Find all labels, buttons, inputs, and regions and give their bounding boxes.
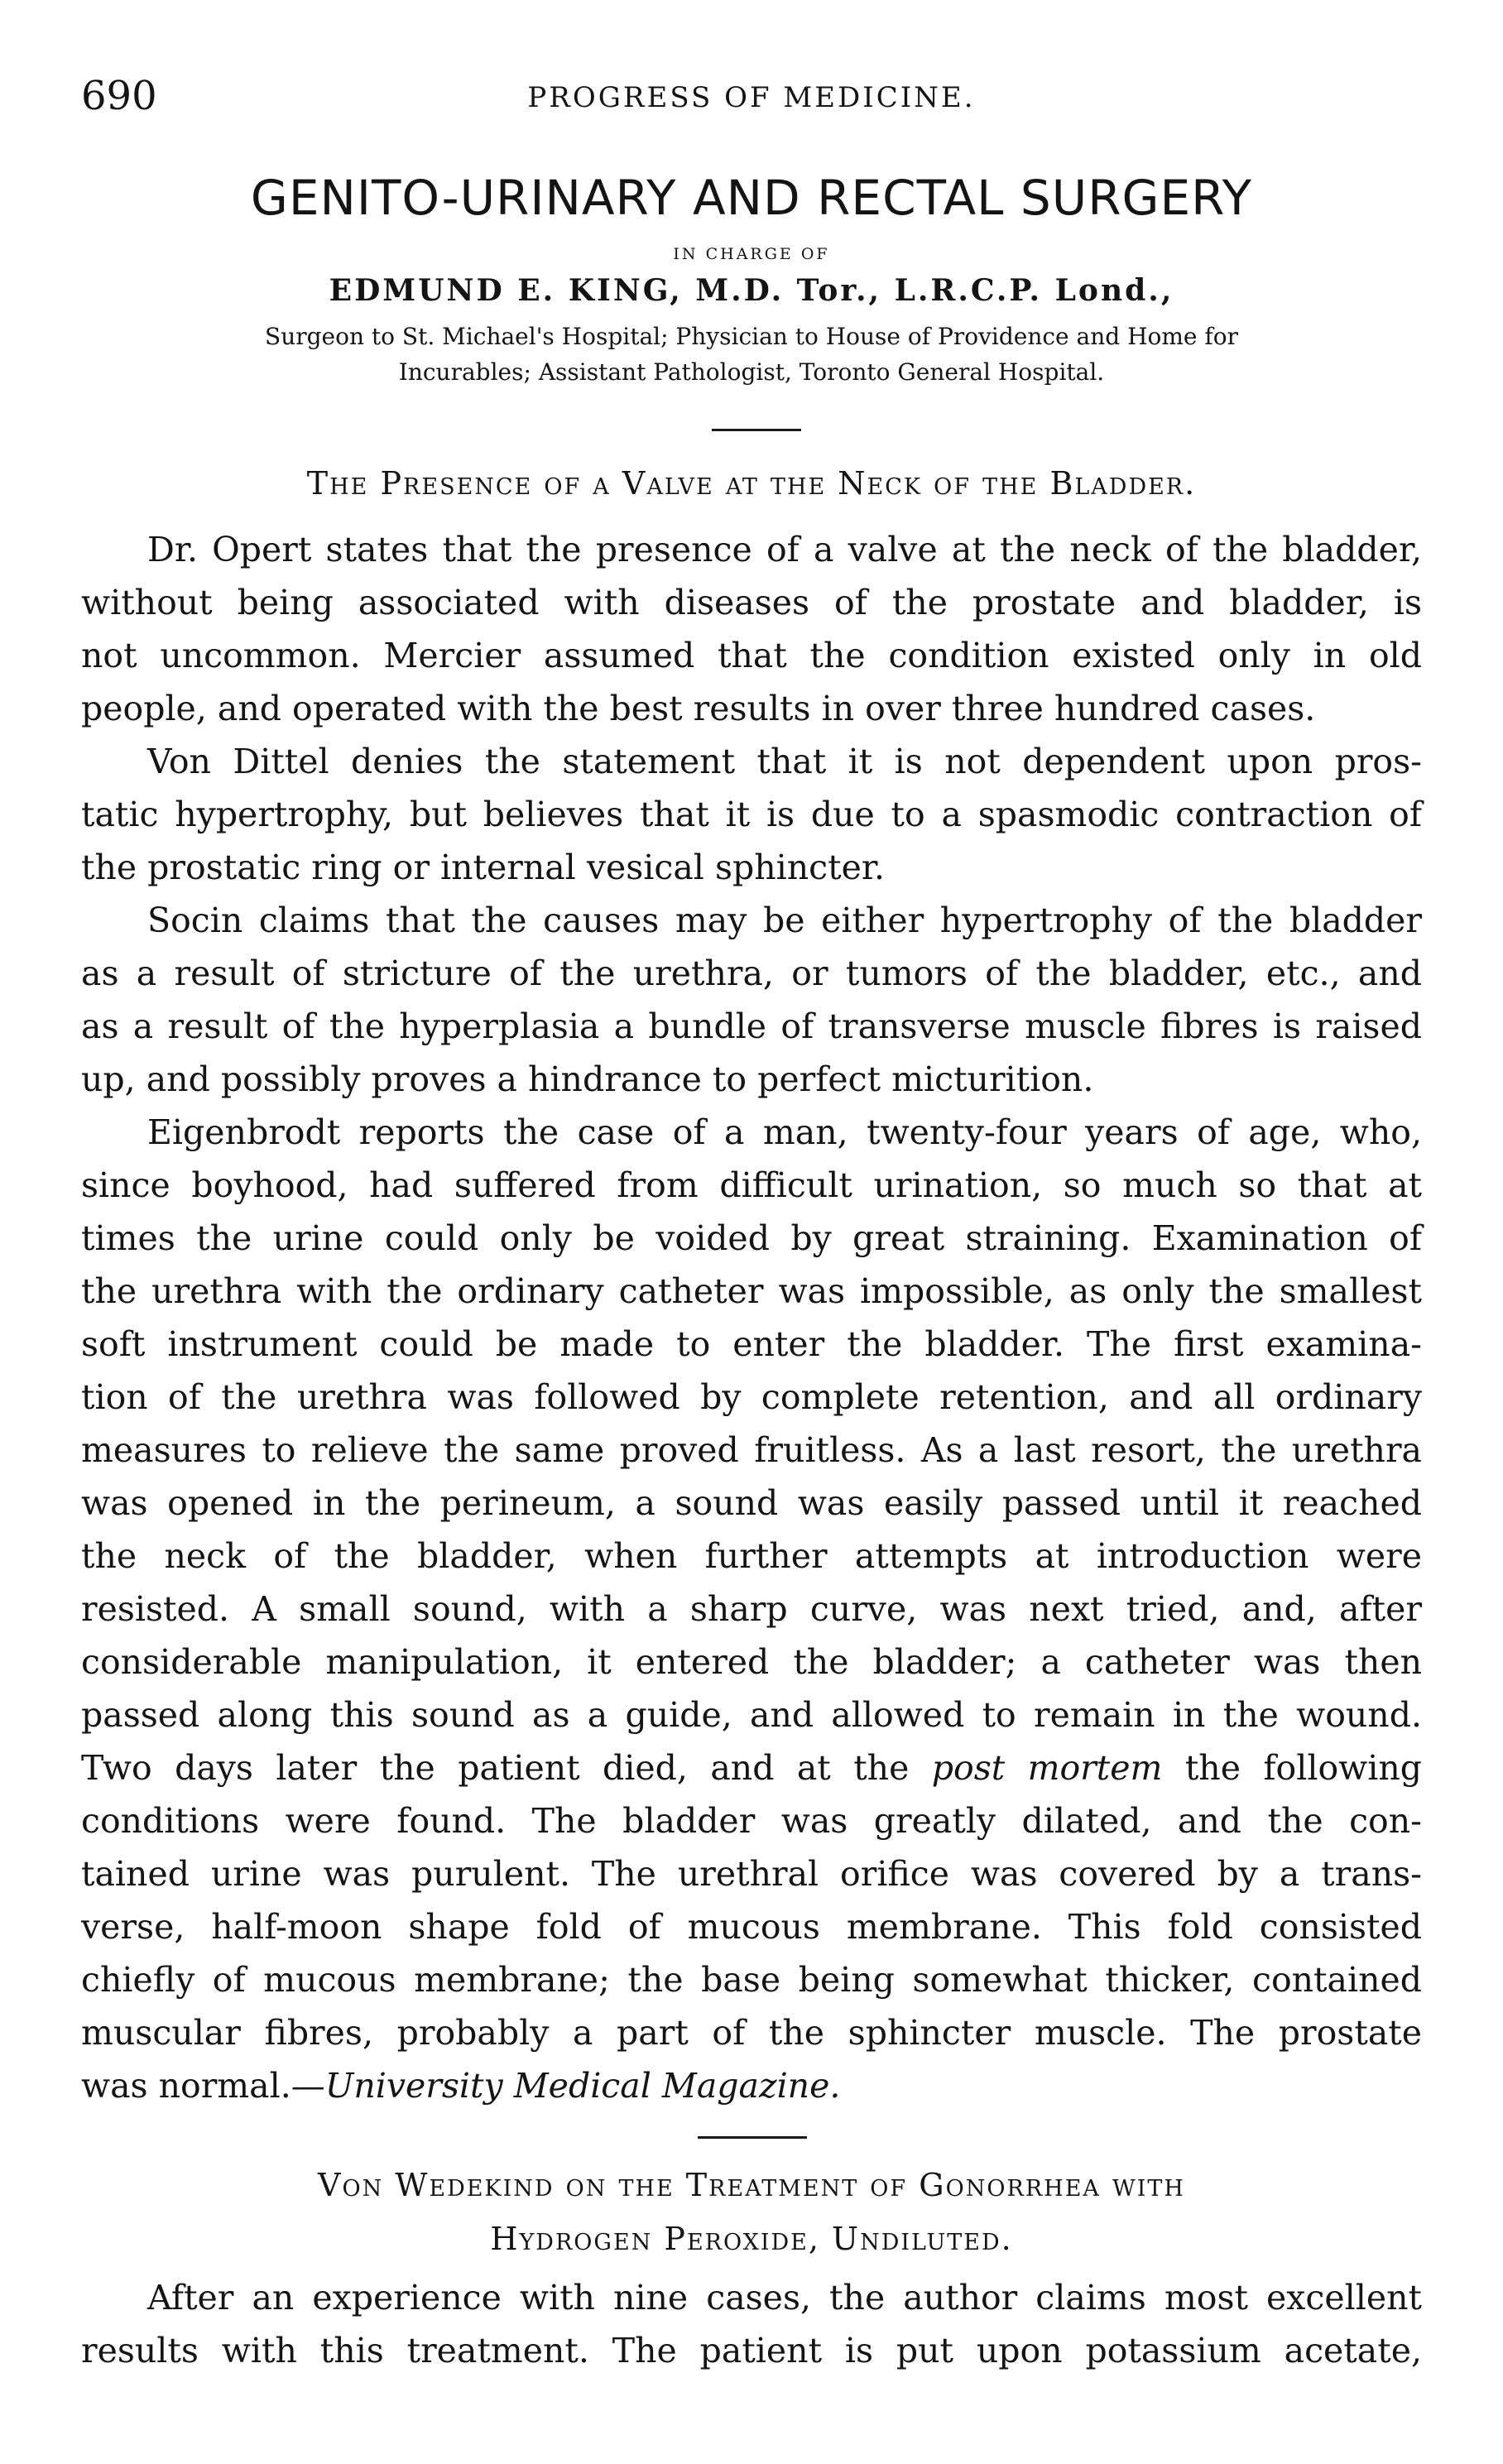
paragraph-line-mixed: [81, 1748, 1422, 1788]
paragraph-line: soft instrument could be made to enter the bladder. The first examina-: [81, 1324, 1422, 1364]
paragraph-line: results with this treatment. The patient is put upon potassium acetate,: [81, 2331, 1422, 2370]
italic-term: post mortem: [931, 1748, 1163, 1788]
paragraph-line: chiefly of mucous membrane; the base being somewhat thicker, contained: [81, 1960, 1422, 2000]
paragraph-line: as a result of stricture of the urethra, or tumors of the bladder, etc., and: [81, 953, 1422, 993]
paragraph-line: without being associated with diseases of the prostate and bladder, is: [81, 583, 1422, 622]
paragraph-line: muscular fibres, probably a part of the sphincter muscle. The prostate: [81, 2013, 1422, 2053]
paragraph-text: the following: [1184, 1748, 1423, 1788]
citation-source: University Medical Magazine.: [324, 2066, 841, 2106]
paragraph-line: times the urine could only be voided by great straining. Examination of: [81, 1218, 1422, 1258]
paragraph-line: up, and possibly proves a hindrance to perfect micturition.: [81, 1059, 1094, 1099]
paragraph-line: the urethra with the ordinary catheter was impossible, as only the smallest: [81, 1271, 1422, 1311]
paragraph-line: verse, half-moon shape fold of mucous membrane. This fold consisted: [81, 1907, 1422, 1947]
author-affiliation-line: Surgeon to St. Michael's Hospital; Physician to House of Providence and Home for: [265, 323, 1238, 350]
paragraph-line: people, and operated with the best results in over three hundred cases.: [81, 689, 1316, 728]
paragraph-text: Two days later the patient died, and at the: [81, 1748, 910, 1788]
paragraph-line: Von Dittel denies the statement that it is not dependent upon pros-: [147, 742, 1422, 781]
paragraph-line: tained urine was purulent. The urethral orifice was covered by a trans-: [81, 1854, 1422, 1894]
paragraph-line-citation: [81, 2066, 1422, 2106]
paragraph-line: tion of the urethra was followed by complete retention, and all ordinary: [81, 1377, 1422, 1417]
article-heading: The Presence of a Valve at the Neck of the Bladder.: [306, 465, 1197, 502]
author-name: EDMUND E. KING, M.D. Tor., L.R.C.P. Lond.,: [329, 273, 1174, 308]
page-number: 690: [81, 73, 157, 119]
paragraph-line: resisted. A small sound, with a sharp curve, was next tried, and, after: [81, 1589, 1422, 1629]
running-title: PROGRESS OF MEDICINE.: [527, 81, 976, 114]
paragraph-line: as a result of the hyperplasia a bundle of transverse muscle fibres is raised: [81, 1006, 1422, 1046]
paragraph-text: was normal.—: [81, 2066, 325, 2106]
paragraph-line: Dr. Opert states that the presence of a valve at the neck of the bladder,: [147, 530, 1422, 569]
paragraph-line: was opened in the perineum, a sound was easily passed until it reached: [81, 1483, 1422, 1523]
article-heading: Hydrogen Peroxide, Undiluted.: [490, 2221, 1013, 2257]
paragraph-line: not uncommon. Mercier assumed that the condition existed only in old: [81, 636, 1422, 675]
section-divider: [712, 429, 801, 431]
paragraph-line: Socin claims that the causes may be either hypertrophy of the bladder: [147, 901, 1422, 940]
paragraph-line: measures to relieve the same proved fruitless. As a last resort, the urethra: [81, 1430, 1422, 1470]
paragraph-line: conditions were found. The bladder was greatly dilated, and the con-: [81, 1801, 1422, 1841]
paragraph-line: since boyhood, had suffered from difficult urination, so much so that at: [81, 1165, 1422, 1205]
running-head: [81, 73, 1422, 122]
in-charge-label: IN CHARGE OF: [673, 245, 830, 263]
paragraph-line: passed along this sound as a guide, and allowed to remain in the wound.: [81, 1695, 1422, 1735]
article-heading: Von Wedekind on the Treatment of Gonorrhea with: [318, 2167, 1185, 2203]
author-affiliation-line: Incurables; Assistant Pathologist, Toronto General Hospital.: [398, 358, 1105, 386]
paragraph-line: tatic hypertrophy, but believes that it is due to a spasmodic contraction of: [81, 795, 1422, 834]
paragraph-line: After an experience with nine cases, the author claims most excellent: [147, 2278, 1422, 2318]
paragraph-line: the prostatic ring or internal vesical sphincter.: [81, 848, 885, 887]
paragraph-line: considerable manipulation, it entered the bladder; a catheter was then: [81, 1642, 1422, 1682]
paragraph-line: the neck of the bladder, when further attempts at introduction were: [81, 1536, 1422, 1576]
section-title: GENITO-URINARY AND RECTAL SURGERY: [250, 170, 1253, 226]
paragraph-line: Eigenbrodt reports the case of a man, twenty-four years of age, who,: [147, 1112, 1422, 1152]
section-divider: [698, 2136, 807, 2139]
